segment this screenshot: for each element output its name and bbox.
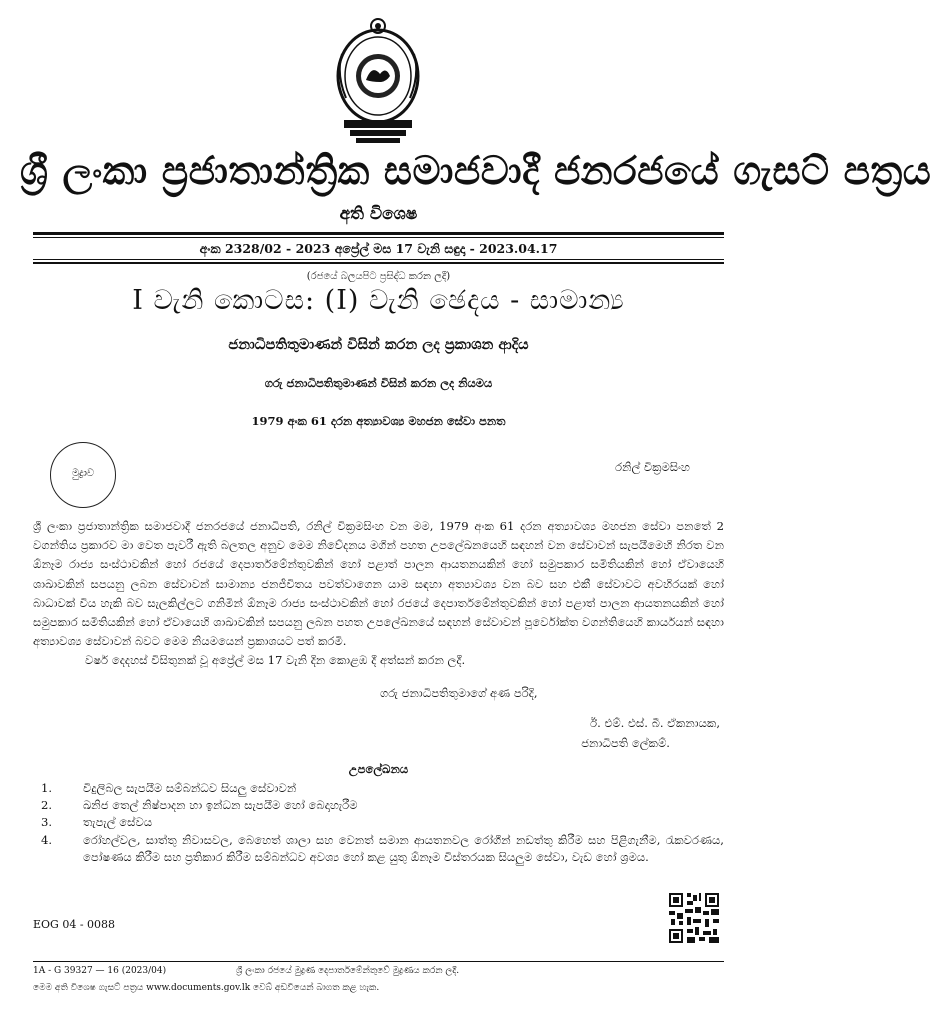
header-rule [33,232,724,235]
extraordinary-label: අති විශෙෂ [339,204,418,224]
published-by-authority: (රජයේ බලයපිට ප්‍රසිද්ධ කරන ලදී) [306,271,451,282]
act-title: 1979 අංක 61 දරන අත්‍යාවශ්‍ය මහජන සේවා පනත [251,414,506,428]
schedule-item-text: ඛනිජ තෙල් නිෂ්පාදන හා ඉන්ධන සැපයීම හෝ බෙදාහැරීම [83,798,358,813]
schedule-heading: උපලේඛනය [348,762,409,776]
schedule-item [33,780,724,797]
schedule-item-text: විදුලිබල සැපයීම සම්බන්ධව සියලු සේවාවන් [83,781,297,795]
schedule-item [33,832,724,866]
secretary-name: ඊ. එම්. එස්. බී. ඒකනායක, [590,716,720,730]
schedule-item-number: 3. [41,815,53,830]
schedule-item-number: 2. [41,798,53,813]
header-rule-thin [33,237,724,238]
gazette-title: ශ්‍රී ලංකා ප්‍රජාතාන්ත්‍රික සමාජවාදී ජනරජයේ ගැසට් පත්‍රය [20,148,931,194]
eog-reference: EOG 04 - 0088 [33,918,116,931]
part-title: I වැනි කොටස: (I) වැනි ඡෙදය - සාමාන්‍ය [132,285,625,316]
issue-rule-thin [33,259,724,260]
emblem-icon [332,14,424,146]
schedule-item-text: රෝහල්වල, සාත්තු නිවාසවල, බෙහෙත් ශාලා සහ වෙනත් සමාන ආයතනවල රෝගීන් නඩත්තු කිරීම සහ පිළිගැනීම, රැකවරණය, පෝෂණය කිරීම සහ ප්‍රතිකාර කිරීම සම්බන්ධව අවශ්‍ය හෝ කළ යුතු ඕනෑම විස්තරයක සියලුම සේවා, වැඩ හෝ ශ්‍රමය. [83,832,724,864]
qr-code[interactable] [667,891,721,945]
qr-code-icon [667,891,721,945]
schedule-item [33,814,724,831]
seal-label: මුද්‍රාව [71,468,95,479]
schedule-item [33,797,724,814]
president-signature-name: රනිල් වික්‍රමසිංහ [615,460,690,474]
issue-rule-thick [33,262,724,264]
issue-line: අංක 2328/02 - 2023 අප්‍රේල් මස 17 වැනි සඳුදා - 2023.04.17 [199,241,558,256]
order-body: ශ්‍රී ලංකා ප්‍රජාතාන්ත්‍රික සමාජවාදී ජනරජයේ ජනාධිපති, රනිල් වික්‍රමසිංහ වන මම, 1979 අංක 61 දරන අත්‍යාවශ්‍ය මහජන සේවා පනතේ 2 වගන්තිය ප්‍රකාරව මා වෙත පැවරී ඇති බලතල අනුව මෙම නිවේදනය මගින් පහත උපලේඛනයෙහි සඳහන් වන සේවාවන් සැපයීමෙහි නිරත වන ඕනෑම රාජ්‍ය සංස්ථාවකින් හෝ රජයේ දෙපාර්තමේන්තුවකින් හෝ පළාත් පාලන ආයතනයකින් හෝ සමුපකාර සමිතියකින් හෝ ඒවායෙහි ශාඛාවකින් සපයනු ලබන සේවාවන් සාමාන්‍ය ජනජීවිතය පවත්වාගෙන යාම සඳහා අත්‍යාවශ්‍ය වන බව සහ එකී සේවාවට අවහිරයක් හෝ බාධාවක් විය හැකි බව සැලකිල්ලට ගනිමින් ඕනෑම රාජ්‍ය සංස්ථාවකින් හෝ රජයේ දෙපාර්තමේන්තුවකින් හෝ පළාත් පාලන ආයතනයකින් හෝ සමුපකාර සමිතියකින් හෝ ඒවායෙහි ශාඛාවකින් සපයනු ලබන පහත උපලේඛනයේ සඳහන් සේවාවන් පූර්වෝක්ත වගන්තියෙහි කාර්යයන් සඳහා අත්‍යාවශ්‍ය සේවාවන් බවට මෙම නියමයෙන් ප්‍රකාශයට පත් කරමි. [33,519,724,649]
footer-rule [33,961,724,962]
proclamations-heading: ජනාධිපතිතුමාණන් විසින් කරන ලද ප්‍රකාශන ආදිය [228,336,529,353]
schedule-item-number: 4. [41,832,53,847]
given-at-line: වර්ෂ දෙදහස් විසිතුනක් වූ අප්‍රේල් මස 17 වැනි දින කොළඹ දී අත්සන් කරන ලදී. [85,653,466,667]
president-order-heading: ගරු ජනාධිපතිතුමාණන් විසින් කරන ලද නියමය [264,376,493,390]
download-note: මෙම අති විශෙෂ ගැසට් පත්‍රය www.documents.gov.lk වෙබ් අඩවියෙන් බාගත කළ හැක. [33,983,380,993]
national-emblem [332,14,424,146]
print-code: 1A - G 39327 — 16 (2023/04) [33,966,167,976]
secretary-title: ජනාධිපති ලේකම්. [581,736,670,750]
schedule-list [33,780,724,866]
by-command-line: ගරු ජනාධිපතිතුමාගේ අණ පරිදි, [380,686,538,700]
schedule-item-text: තැපැල් සේවය [83,815,153,830]
schedule-item-number: 1. [41,781,53,795]
printed-by-line: ශ්‍රී ලංකා රජයේ මුද්‍රණ දෙපාර්තමේන්තුවේ මුද්‍රණය කරන ලදී. [236,966,460,976]
